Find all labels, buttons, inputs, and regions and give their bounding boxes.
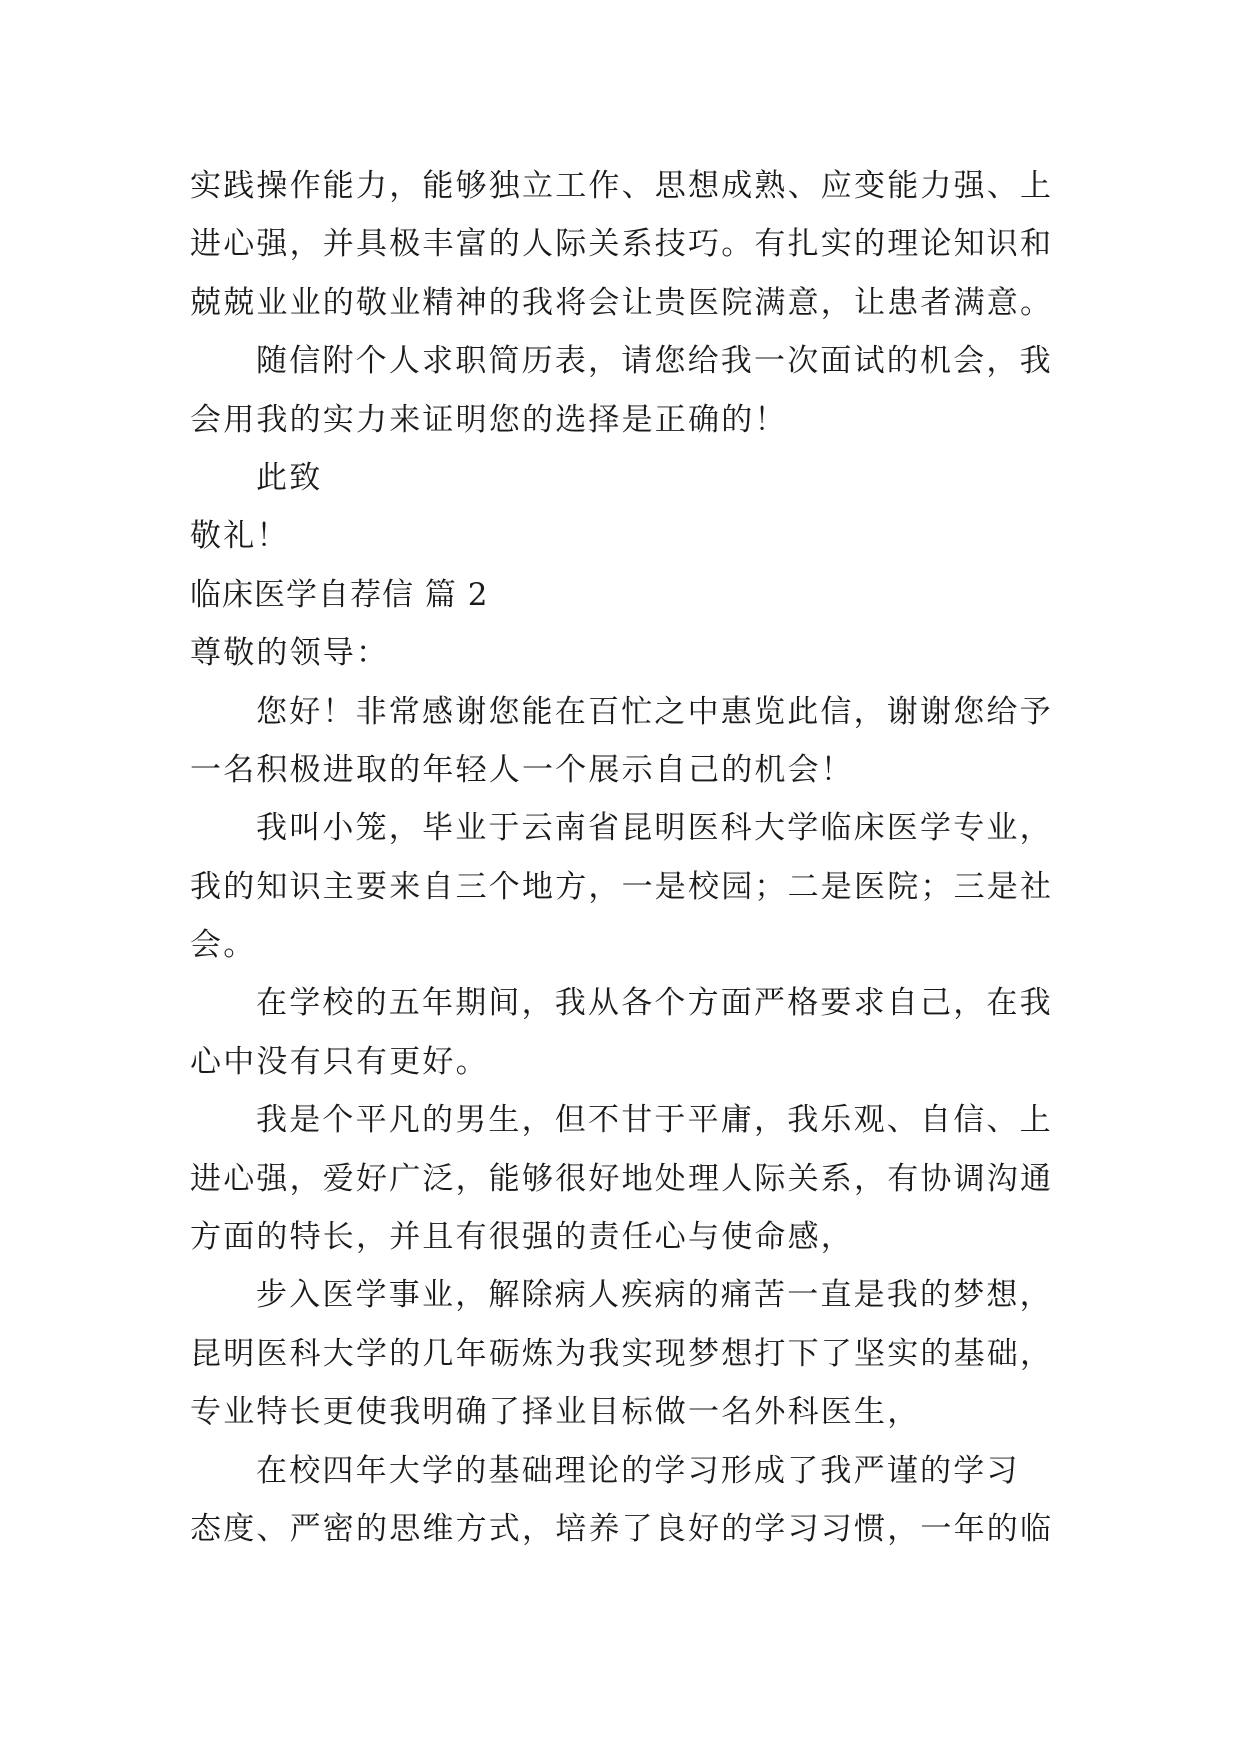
text-line: 专业特长更使我明确了择业目标做一名外科医生，	[190, 1394, 921, 1431]
text-line: 我的知识主要来自三个地方，一是校园；二是医院；三是社	[190, 868, 1054, 905]
paragraph-start-line: 我叫小笼，毕业于云南省昆明医科大学临床医学专业，	[256, 810, 1053, 847]
greeting: 尊敬的领导：	[190, 635, 390, 672]
text-line: 进心强，并具极丰富的人际关系技巧。有扎实的理论知识和	[190, 226, 1054, 263]
paragraph-start-line: 随信附个人求职简历表，请您给我一次面试的机会，我	[256, 343, 1053, 380]
text-line: 会。	[190, 927, 257, 964]
text-line: 态度、严密的思维方式，培养了良好的学习习惯，一年的临	[190, 1510, 1054, 1547]
section-title: 临床医学自荐信 篇 2	[190, 576, 489, 613]
text-line: 兢兢业业的敬业精神的我将会让贵医院满意，让患者满意。	[190, 284, 1054, 321]
text-line: 心中没有只有更好。	[190, 1043, 489, 1080]
closing-salutation: 此致	[256, 459, 323, 496]
paragraph-start-line: 我是个平凡的男生，但不甘于平庸，我乐观、自信、上	[256, 1102, 1053, 1139]
paragraph-start-line: 您好！非常感谢您能在百忙之中惠览此信，谢谢您给予	[256, 693, 1053, 730]
text-line: 实践操作能力，能够独立工作、思想成熟、应变能力强、上	[190, 168, 1054, 204]
paragraph-start-line: 在校四年大学的基础理论的学习形成了我严谨的学习	[256, 1452, 1020, 1489]
text-line: 进心强，爱好广泛，能够很好地处理人际关系，有协调沟通	[190, 1160, 1054, 1197]
paragraph-start-line: 在学校的五年期间，我从各个方面严格要求自己，在我	[256, 985, 1053, 1022]
text-line: 会用我的实力来证明您的选择是正确的！	[190, 401, 788, 438]
document-body	[190, 157, 1070, 1558]
closing-regards: 敬礼！	[190, 518, 290, 555]
text-line: 昆明医科大学的几年砺炼为我实现梦想打下了坚实的基础，	[190, 1335, 1054, 1372]
text-line: 一名积极进取的年轻人一个展示自己的机会！	[190, 751, 854, 788]
paragraph-start-line: 步入医学事业，解除病人疾病的痛苦一直是我的梦想，	[256, 1277, 1053, 1314]
text-line: 方面的特长，并且有很强的责任心与使命感，	[190, 1219, 854, 1256]
